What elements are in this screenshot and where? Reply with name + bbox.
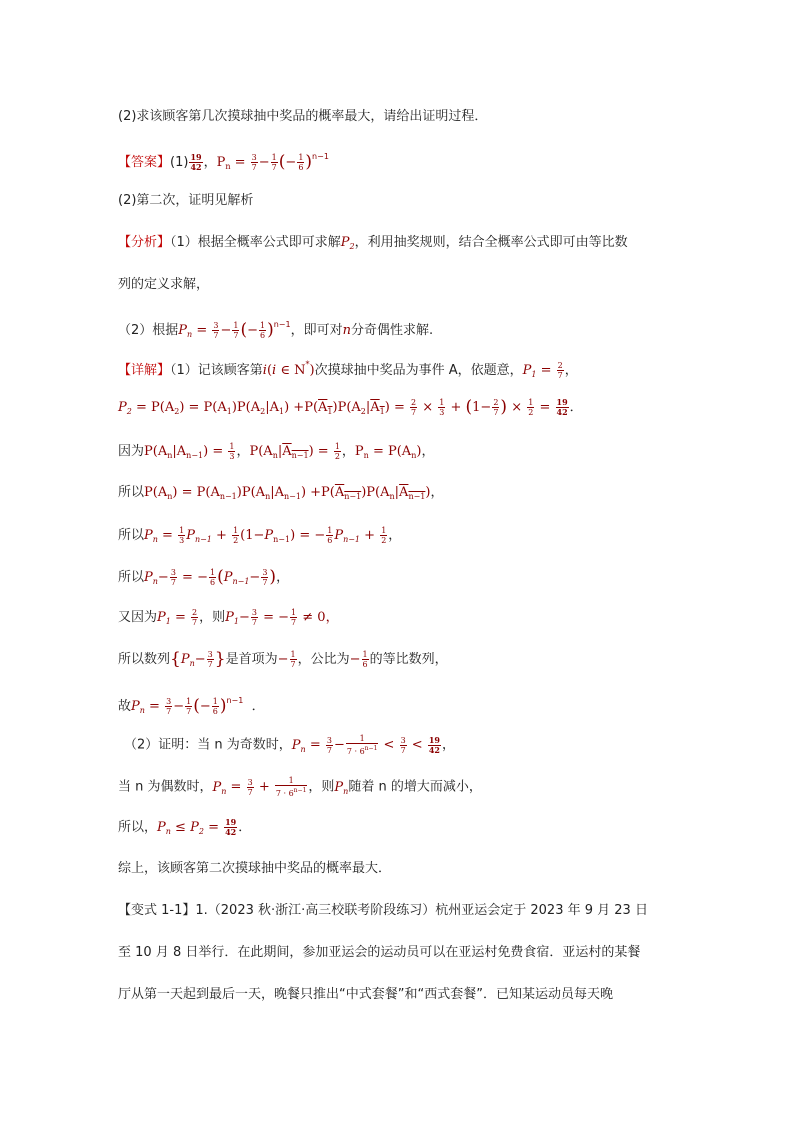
detail-line6: 所以$P_n-$ $\frac{3}{7}$ = − $\frac{1}{6}$ ($P_{n-1}-$ $\frac{3}{7}$ )，	[118, 567, 290, 587]
fraction-19-42: $\frac{19}{42}$	[190, 152, 202, 172]
conclusion-line: 综上，该顾客第二次摸球抽中奖品的概率最大．	[118, 861, 392, 876]
analysis-line2: 列的定义求解，	[118, 277, 210, 292]
variant-line3: 厅从第一天起到最后一天，晚餐只推出“中式套餐”和“西式套餐”．已知某运动员每天晚	[118, 987, 613, 1002]
detail-line12: 所以，$P_n \le P_2$ = $\frac{19}{42}$ ．	[118, 817, 252, 837]
variant-tag: 【变式 1-1】	[118, 903, 196, 918]
fraction-1-6: $\frac{1}{6}$	[298, 153, 304, 172]
detail-line2: $P_2 = P(A_2) = P(A_1)P(A_2|A_1) +P(A_1)P(A_2|A_1)$ = $\frac{2}{7}$ × $\frac{1}{3}$ + (1− $\frac{2}{7}$ ) × $\frac{1}{2}$ = $\frac{19}{42}$ ．	[118, 397, 583, 417]
analysis-line3: （2）根据$P_n$ = $\frac{3}{7}$ − $\frac{1}{7}$ (− $\frac{1}{6}$ )$^{n-1}$，即可对n分奇偶性求解.	[118, 320, 434, 340]
detail-line10: （2）证明：当 n 为奇数时，$P_n$ = $\frac{3}{7}$ − $\frac{1}{7 \cdot 6^{n-1}}$ < $\frac{3}{7}$ < $\frac{19}{42}$ ，	[124, 734, 455, 756]
variant-line1: 【变式 1-1】1.（2023 秋·浙江·高三校联考阶段练习）杭州亚运会定于 2023 年 9 月 23 日	[118, 903, 648, 918]
detail-line8: 所以数列{$P_n-$ $\frac{3}{7}$ }是首项为− $\frac{1}{7}$ ，公比为− $\frac{1}{6}$ 的等比数列，	[118, 649, 448, 669]
analysis-tag: 【分析】	[118, 235, 171, 250]
variant-line2: 至 10 月 8 日举行．在此期间，参加亚运会的运动员可以在亚运村免费食宿．亚运村的某餐	[118, 945, 641, 960]
question-part2: (2)求该顾客第几次摸球抽中奖品的概率最大，请给出证明过程．	[118, 109, 488, 124]
detail-line11: 当 n 为偶数时，$P_n$ = $\frac{3}{7}$ + $\frac{1}{7 \cdot 6^{n-1}}$ ，则$P_n$随着 n 的增大而减小，	[118, 776, 482, 798]
answer-line: 【答案】(1) $\frac{19}{42}$ ，$P_n$ = $\frac{3}{7}$ − $\frac{1}{7}$ (− $\frac{1}{6}$ )$^{n-1}$	[118, 152, 329, 172]
detail-tag: 【详解】	[118, 363, 171, 378]
detail-line9: 故$P_n$ = $\frac{3}{7}$ − $\frac{1}{7}$ (− $\frac{1}{6}$ )$^{n-1}$ ．	[118, 696, 265, 716]
detail-line5: 所以$P_n$ = $\frac{1}{3}$ $P_{n-1}$ + $\frac{1}{2}$ $(1-P_{n-1})$ = − $\frac{1}{6}$ $P_{n-1}$ + $\frac{1}{2}$ ，	[118, 526, 402, 545]
detail-line7: 又因为$P_1$ = $\frac{2}{7}$ ，则$P_1-$ $\frac{3}{7}$ = − $\frac{1}{7}$ ≠ 0，	[118, 608, 339, 627]
analysis-line1: 【分析】（1）根据全概率公式即可求解$P_2$，利用抽奖规则，结合全概率公式即可由等比数	[118, 235, 628, 251]
detail-line1: 【详解】（1）记该顾客第i(i ∈ N*)次摸球抽中奖品为事件 A，依题意，$P_1$ = $\frac{2}{7}$ ，	[118, 360, 578, 380]
detail-line3: 因为$P(A_n|A_{n-1})$ = $\frac{1}{3}$ ，$P(A_n|A_{n-1})$ = $\frac{1}{2}$ ，$P_n = P(A_n)$，	[118, 442, 435, 461]
answer-part2: (2)第二次，证明见解析	[118, 193, 254, 208]
fraction-3-7: $\frac{3}{7}$	[251, 153, 257, 172]
answer-pn: $P_n$ =	[216, 155, 250, 171]
fraction-1-7: $\frac{1}{7}$	[271, 153, 277, 172]
detail-line4: 所以$P(A_n) = P(A_{n-1})P(A_n|A_{n-1}) +P(A_{n-1})P(A_n|A_{n-1})$，	[118, 485, 444, 501]
answer-part1: (1)	[170, 155, 189, 170]
answer-tag: 【答案】	[118, 155, 171, 170]
